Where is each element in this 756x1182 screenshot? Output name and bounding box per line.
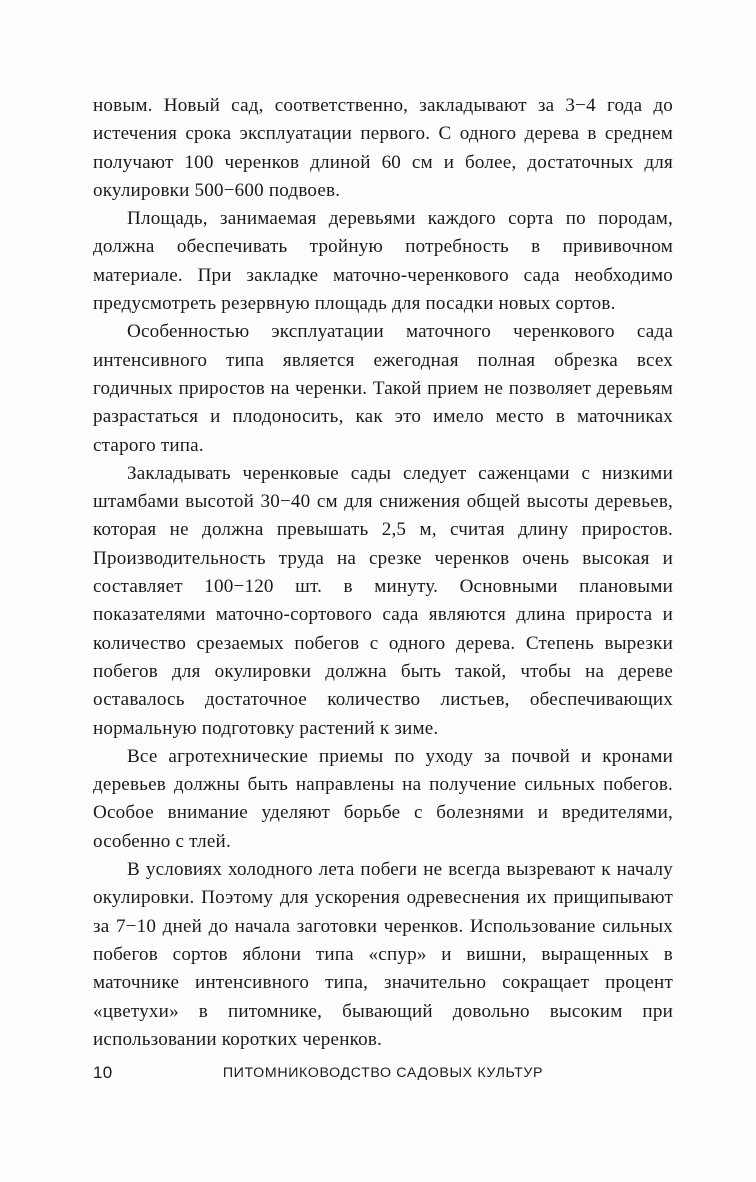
paragraph: Все агротехнические приемы по уходу за почвой и кронами деревьев должны быть направлены на получение сильных побегов. Особое внимание уделяют борьбе с болезнями и вредителями, особенно с тлей.	[93, 745, 673, 852]
page-number: 10	[93, 1063, 113, 1082]
paragraph: В условиях холодного лета побеги не всегда вызревают к началу окулировки. Поэтому для ускорения одревеснения их прищипывают за 7−10 дней до начала заготовки черенков. Использование сильных побегов сортов яблони типа «спур» и вишни, выращенных в маточнике интенсивного типа, значительно сокращает процент «цветухи» в питомнике, бывающий довольно высоким при использовании коротких черенков.	[93, 859, 673, 1050]
page-text-block	[93, 92, 673, 1054]
paragraph: новым. Новый сад, соответственно, закладывают за 3−4 года до истечения срока эксплуатации первого. С одного дерева в среднем получают 100 черенков длиной 60 см и более, достаточных для окулировки 500−600 подвоев.	[93, 95, 673, 201]
paragraph: Закладывать черенковые сады следует саженцами с низкими штамбами высотой 30−40 см для снижения общей высоты деревьев, которая не должна превышать 2,5 м, считая длину приростов. Производительность труда на срезке черенков очень высокая и составляет 100−120 шт. в минуту. Основными плановыми показателями маточно-сортового сада являются длина прироста и количество срезаемых побегов с одного дерева. Степень вырезки побегов для окулировки должна быть такой, чтобы на дереве оставалось достаточное количество листьев, обеспечивающих нормальную подготовку растений к зиме.	[93, 462, 673, 739]
paragraph: Особенностью эксплуатации маточного черенкового сада интенсивного типа является ежегодная полная обрезка всех годичных приростов на черенки. Такой прием не позволяет деревьям разрастаться и плодоносить, как это имело место в маточниках старого типа.	[93, 321, 673, 456]
running-head: ПИТОМНИКОВОДСТВО САДОВЫХ КУЛЬТУР	[222, 1065, 544, 1081]
page-footer	[93, 1063, 673, 1087]
paragraph: Площадь, занимаемая деревьями каждого сорта по породам, должна обеспечивать тройную потребность в прививочном материале. При закладке маточно-черенкового сада необходимо предусмотреть резервную площадь для посадки новых сортов.	[93, 208, 673, 315]
